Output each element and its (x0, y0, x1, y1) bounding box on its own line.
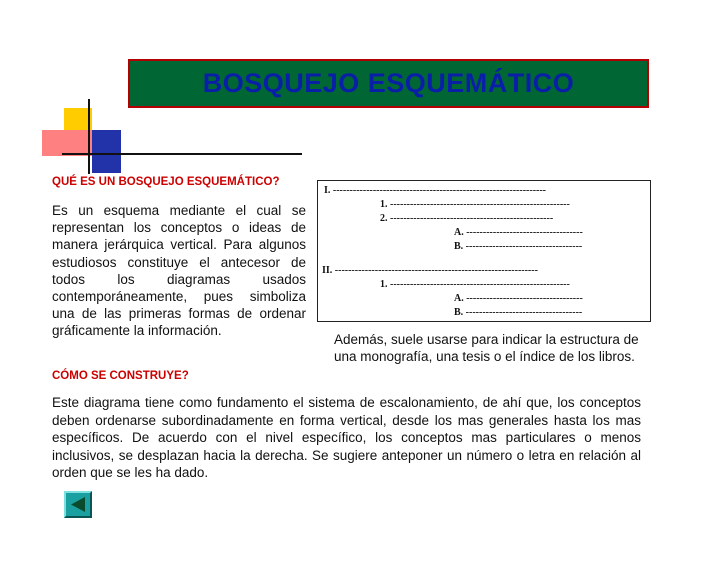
triangle-back-icon (69, 496, 87, 513)
outline-line-5: B. ----------------------------------- (454, 241, 583, 252)
question-heading: QUÉ ES UN BOSQUEJO ESQUEMÁTICO? (52, 176, 280, 188)
outline-line-8: A. ----------------------------------- (454, 293, 583, 304)
outline-line-9: B. ----------------------------------- (454, 307, 583, 318)
back-button[interactable] (64, 491, 92, 518)
outline-line-7: 1. ------------------------------------------------------ (380, 279, 570, 290)
outline-line-2: 1. ------------------------------------------------------ (380, 199, 570, 210)
title-banner (128, 59, 649, 108)
outline-line-1: I. ---------------------------------------------------------------- (324, 185, 547, 196)
outline-line-4: A. ----------------------------------- (454, 227, 583, 238)
decor-blue-square (92, 130, 121, 173)
outline-example-box (317, 180, 651, 322)
usage-paragraph: Además, suele usarse para indicar la estructura de una monografía, una tesis o el índice de los libros. (334, 332, 639, 365)
construction-paragraph: Este diagrama tiene como fundamento el sistema de escalonamiento, de ahí que, los conceptos deben ordenarse subordinadamente en forma vertical, desde los mas generales hasta los mas específicos. De acuerdo con el nivel específico, los conceptos mas particulares o menos inclusivos, se desplazan hacia la derecha. Se sugiere anteponer un número o letra en relación al orden que se les ha dado. (52, 395, 641, 481)
page-title: BOSQUEJO ESQUEMÁTICO (202, 68, 575, 98)
definition-paragraph: Es un esquema mediante el cual se representan los conceptos o ideas de manera jerárquica vertical. Para algunos estudiosos constituye el antecesor de todos los diagramas usados contemporáneamente, pues simboliza una de las primeras formas de ordenar gráficamente la información. (52, 203, 306, 339)
construction-heading: CÓMO SE CONSTRUYE? (52, 370, 189, 382)
outline-line-3: 2. ------------------------------------------------- (380, 213, 554, 224)
decor-horizontal-line (62, 153, 302, 155)
outline-line-6: II. ------------------------------------------------------------- (322, 265, 538, 276)
decor-vertical-line (88, 99, 90, 174)
